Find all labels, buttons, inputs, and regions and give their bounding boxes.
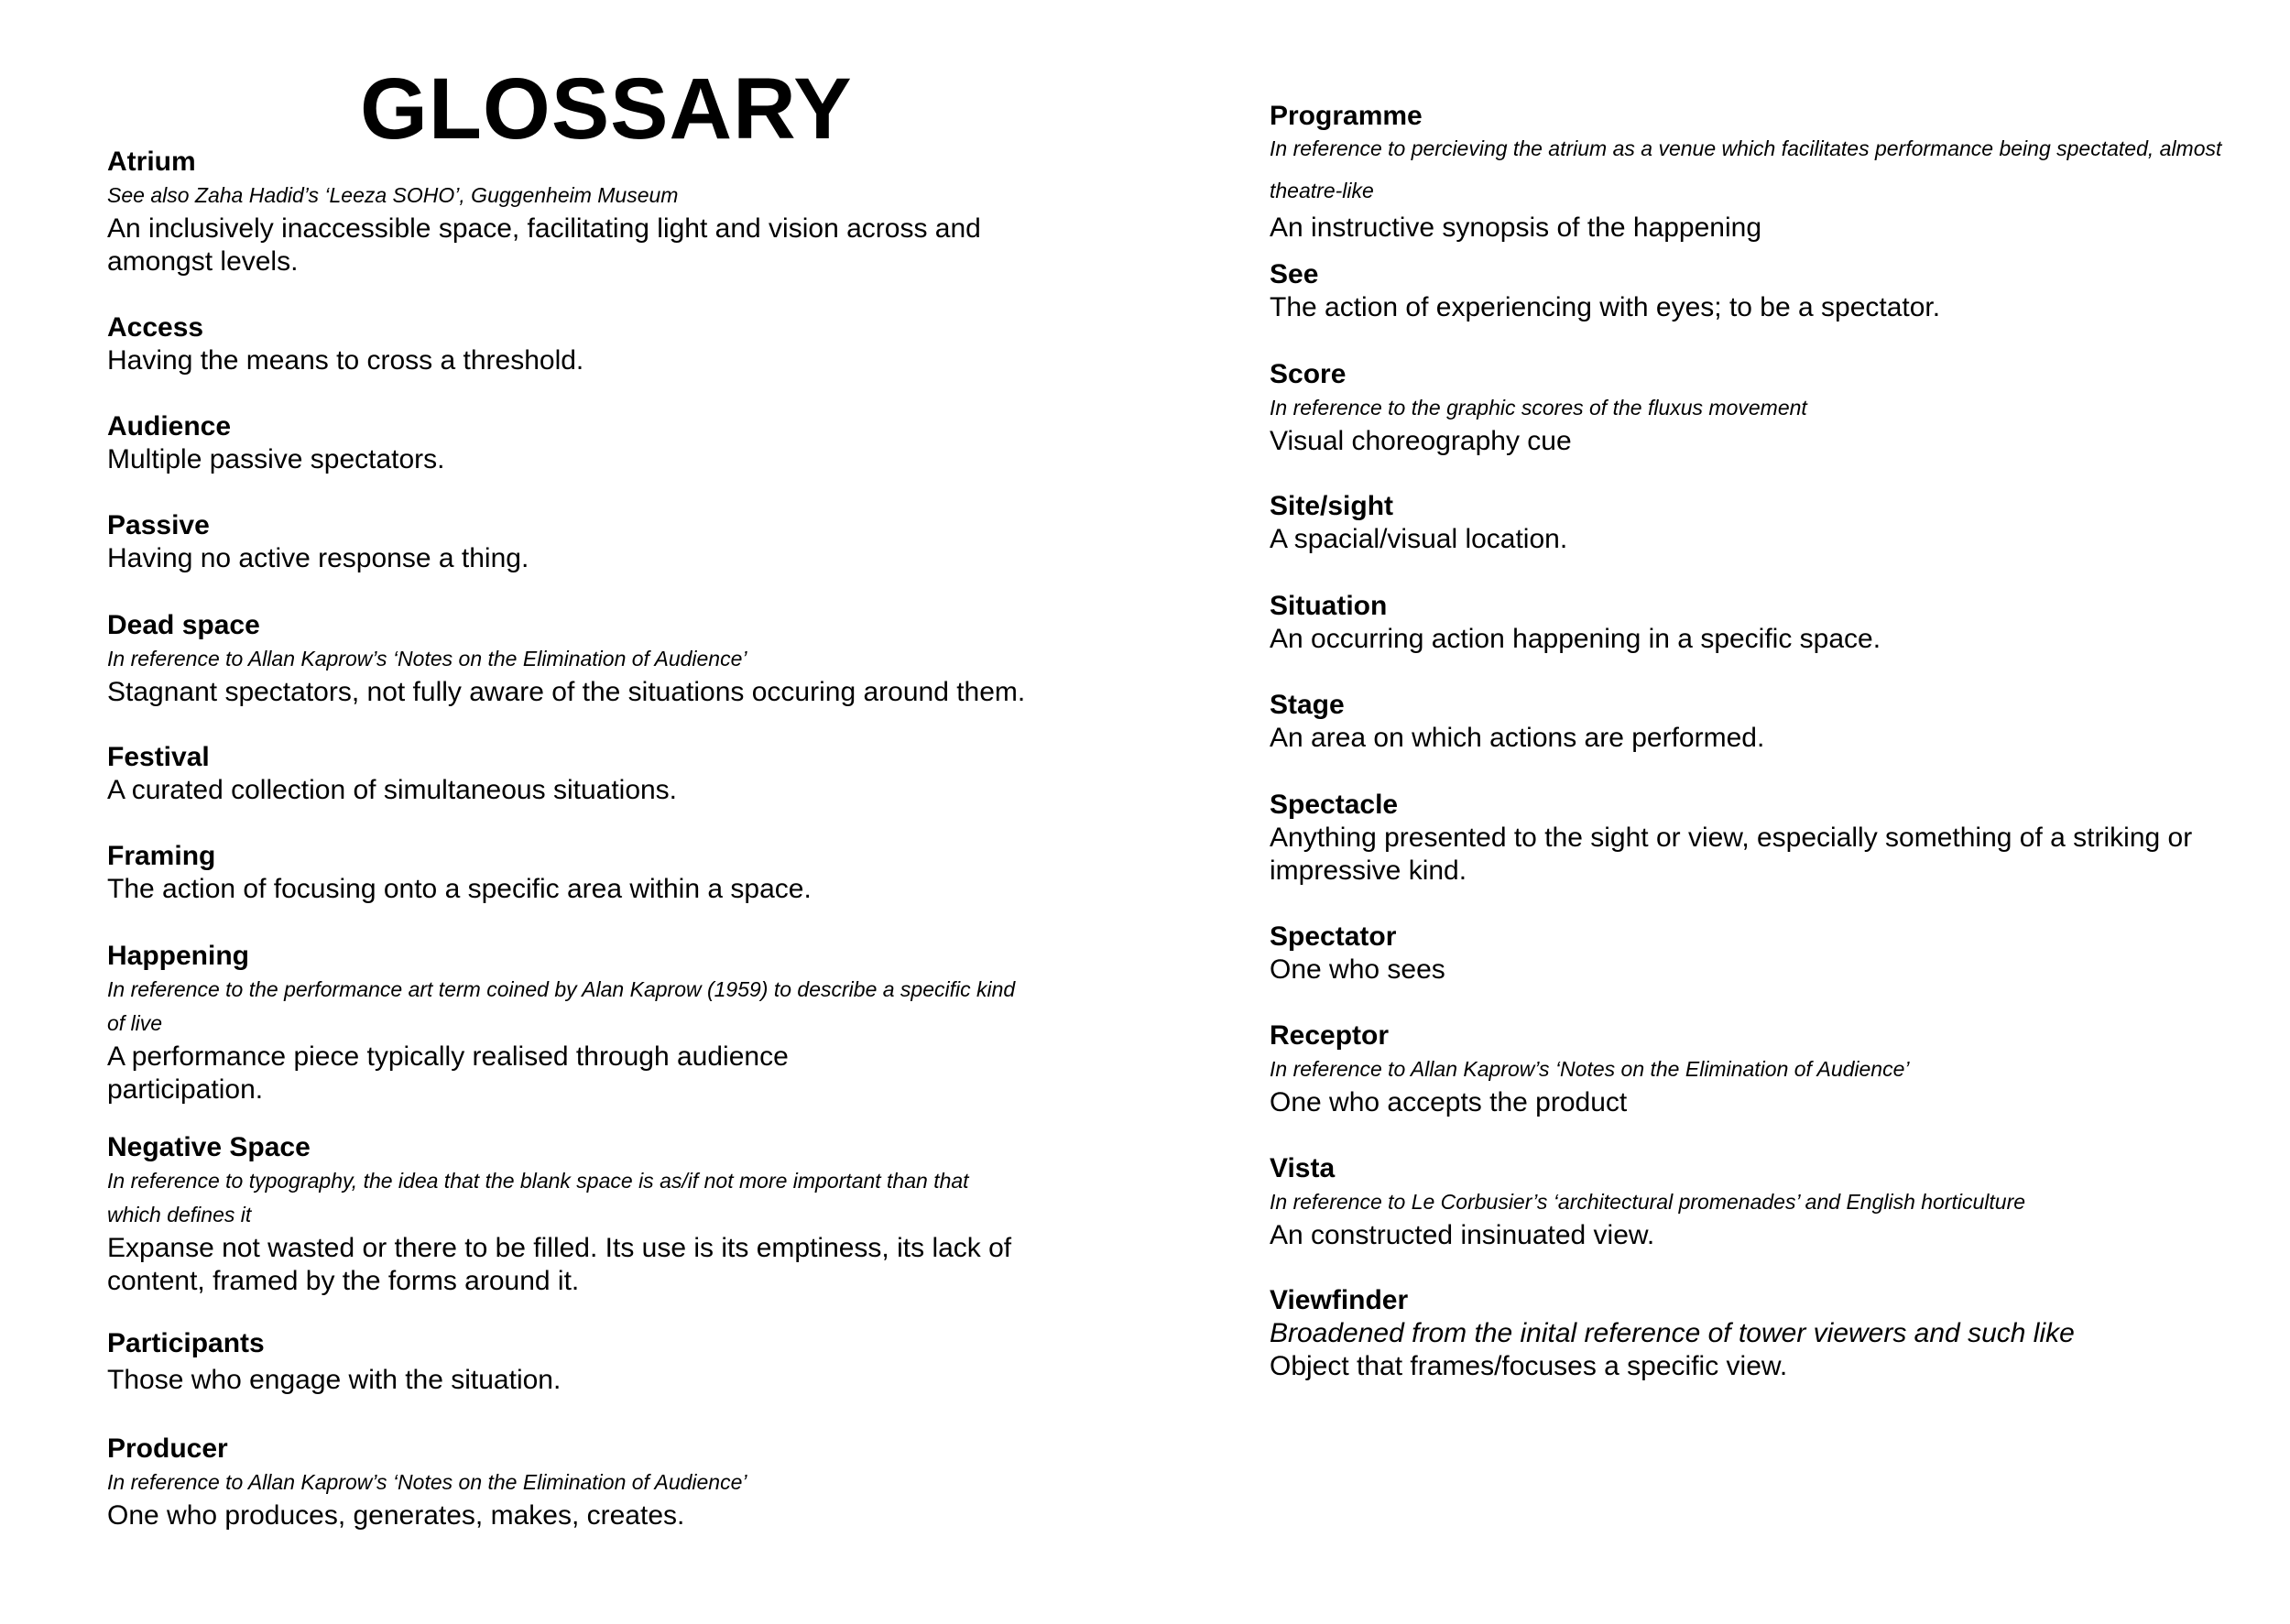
- entry-definition: Having the means to cross a threshold.: [107, 345, 584, 376]
- entry-term: Site/sight: [1270, 491, 1394, 521]
- entry-definition: The action of focusing onto a specific area within a space.: [107, 874, 812, 904]
- glossary-entry-framing: [107, 839, 1051, 906]
- entry-term: Audience: [107, 411, 232, 441]
- entry-term: Viewfinder: [1270, 1285, 1409, 1315]
- entry-term: Vista: [1270, 1153, 1336, 1183]
- entry-term: Producer: [107, 1433, 228, 1464]
- glossary-entry-happening: [107, 939, 1051, 1106]
- entry-definition: An inclusively inaccessible space, facilitating light and vision across and amongst levels.: [107, 213, 981, 277]
- entry-reference: In reference to typography, the idea that the blank space is as/if not more important than that which defines it: [107, 1169, 969, 1226]
- page-title: GLOSSARY: [360, 60, 853, 158]
- entry-definition: A curated collection of simultaneous situations.: [107, 775, 678, 805]
- entry-reference: In reference to Le Corbusier’s ‘architectural promenades’ and English horticulture: [1270, 1190, 2026, 1214]
- glossary-entry-programme: [1270, 99, 2222, 245]
- entry-term: Score: [1270, 359, 1347, 389]
- glossary-entry-situation: [1270, 589, 2222, 656]
- entry-reference: In reference to Allan Kaprow’s ‘Notes on the Elimination of Audience’: [107, 647, 747, 670]
- entry-reference: Broadened from the inital reference of tower viewers and such like: [1270, 1318, 2075, 1348]
- glossary-entry-spectacle: [1270, 788, 2222, 888]
- entry-definition: A spacial/visual location.: [1270, 524, 1568, 554]
- glossary-entry-site-sight: [1270, 489, 2222, 556]
- entry-definition: One who accepts the product: [1270, 1087, 1628, 1117]
- entry-term: Festival: [107, 742, 210, 772]
- entry-term: Spectacle: [1270, 790, 1399, 820]
- entry-term: Situation: [1270, 591, 1388, 621]
- entry-term: Stage: [1270, 690, 1345, 720]
- entry-definition: Visual choreography cue: [1270, 426, 1572, 456]
- entry-reference: In reference to the performance art term coined by Alan Kaprow (1959) to describe a specific kind of live: [107, 977, 1016, 1035]
- entry-definition: A performance piece typically realised through audience participation.: [107, 1041, 789, 1105]
- glossary-entry-festival: [107, 740, 1051, 807]
- entry-reference: See also Zaha Hadid’s ‘Leeza SOHO’, Guggenheim Museum: [107, 183, 679, 207]
- glossary-entry-score: [1270, 357, 2222, 458]
- entry-term: See: [1270, 259, 1319, 289]
- entry-reference: In reference to the graphic scores of the fluxus movement: [1270, 396, 1807, 420]
- glossary-entry-passive: [107, 508, 1051, 575]
- entry-definition: An area on which actions are performed.: [1270, 723, 1765, 753]
- entry-term: Access: [107, 312, 204, 343]
- glossary-entry-participants: [107, 1326, 1051, 1397]
- entry-term: Dead space: [107, 610, 260, 640]
- glossary-entry-dead-space: [107, 608, 1051, 709]
- glossary-entry-receptor: [1270, 1019, 2222, 1119]
- entry-term: Receptor: [1270, 1020, 1390, 1051]
- entry-reference: In reference to Allan Kaprow’s ‘Notes on the Elimination of Audience’: [107, 1470, 747, 1494]
- entry-definition: Those who engage with the situation.: [107, 1365, 562, 1395]
- glossary-entry-spectator: [1270, 920, 2222, 986]
- entry-definition: An constructed insinuated view.: [1270, 1220, 1655, 1250]
- glossary-entry-stage: [1270, 688, 2222, 755]
- entry-term: Negative Space: [107, 1132, 311, 1162]
- entry-definition: Expanse not wasted or there to be filled. Its use is its emptiness, its lack of content, framed by the forms around it.: [107, 1233, 1012, 1296]
- entry-definition: Multiple passive spectators.: [107, 444, 445, 474]
- entry-definition: One who produces, generates, makes, creates.: [107, 1500, 685, 1531]
- entry-term: Spectator: [1270, 921, 1397, 952]
- glossary-entry-atrium: [107, 145, 1051, 278]
- entry-term: Atrium: [107, 147, 196, 177]
- glossary-entry-see: [1270, 257, 2222, 324]
- entry-term: Happening: [107, 941, 249, 971]
- entry-definition: Object that frames/focuses a specific view.: [1270, 1351, 1788, 1381]
- entry-term: Participants: [107, 1328, 265, 1358]
- glossary-entry-producer: [107, 1432, 1051, 1532]
- entry-reference: In reference to Allan Kaprow’s ‘Notes on the Elimination of Audience’: [1270, 1057, 1910, 1081]
- entry-definition: Anything presented to the sight or view, especially something of a striking or impressive kind.: [1270, 823, 2193, 886]
- glossary-entry-audience: [107, 409, 1051, 476]
- entry-term: Passive: [107, 510, 210, 540]
- entry-definition: One who sees: [1270, 954, 1445, 985]
- entry-term: Framing: [107, 841, 216, 871]
- entry-definition: Having no active response a thing.: [107, 543, 529, 573]
- entry-definition: An occurring action happening in a specific space.: [1270, 624, 1881, 654]
- entry-term: Programme: [1270, 101, 1423, 131]
- glossary-entry-negative-space: [107, 1130, 1051, 1298]
- glossary-entry-vista: [1270, 1151, 2222, 1252]
- entry-reference: In reference to percieving the atrium as a venue which facilitates performance being spectated, almost theatre-like: [1270, 136, 2222, 202]
- entry-definition: The action of experiencing with eyes; to be a spectator.: [1270, 292, 1941, 322]
- entry-definition: An instructive synopsis of the happening: [1270, 213, 1761, 243]
- glossary-entry-viewfinder: [1270, 1283, 2222, 1383]
- entry-definition: Stagnant spectators, not fully aware of the situations occuring around them.: [107, 677, 1026, 707]
- glossary-entry-access: [107, 311, 1051, 377]
